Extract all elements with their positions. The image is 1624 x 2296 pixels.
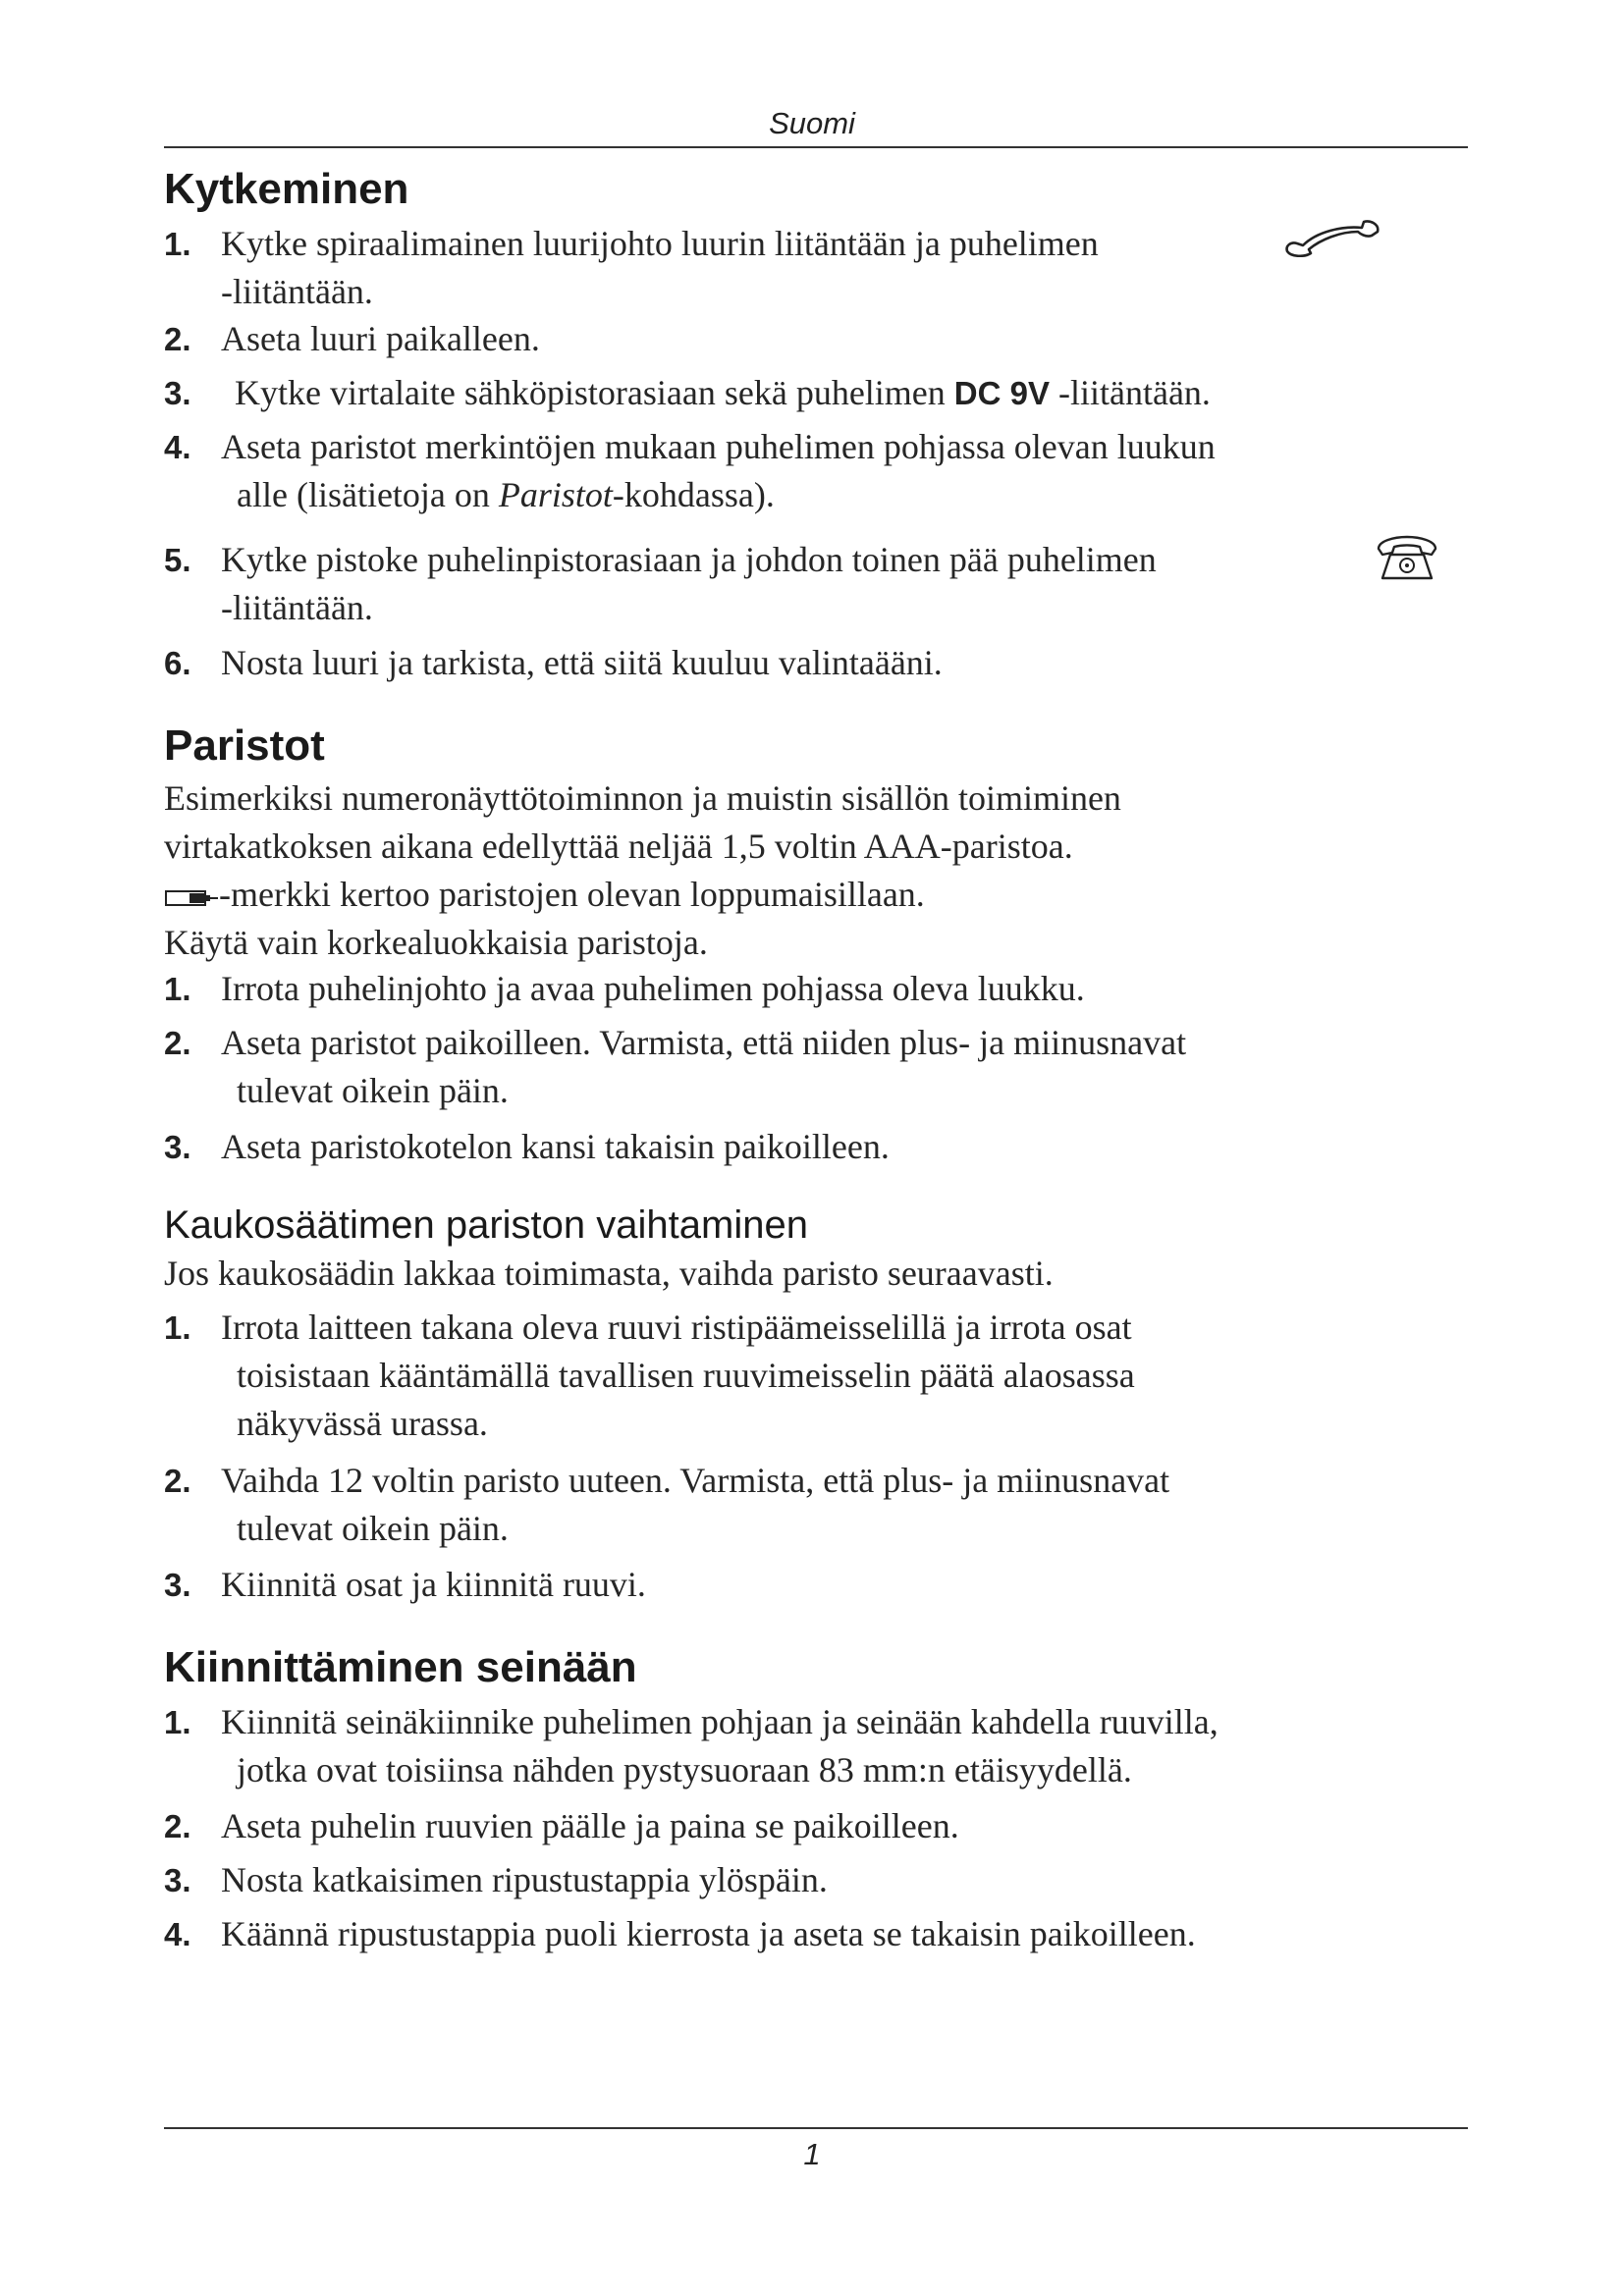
step-text: Aseta paristokotelon kansi takaisin paikoilleen. (221, 1127, 890, 1166)
step-number: 1. (164, 1704, 191, 1740)
low-battery-text: -merkki kertoo paristojen olevan loppumaisillaan. (219, 875, 925, 914)
paragraph-line: virtakatkoksen aikana edellyttää neljää 1,5 voltin AAA-paristoa. (164, 827, 1073, 866)
step-text: Nosta katkaisimen ripustustappia ylöspäin. (221, 1860, 828, 1899)
page-header-language: Suomi (769, 106, 855, 140)
step-text: Aseta paristot merkintöjen mukaan puhelimen pohjassa olevan luukun (221, 427, 1216, 466)
step-text: Kiinnitä osat ja kiinnitä ruuvi. (221, 1565, 646, 1604)
list-item (164, 1123, 1460, 1171)
step-number: 6. (164, 645, 191, 681)
list-item (164, 1802, 1460, 1850)
step-text-continued: -liitäntään. (221, 588, 373, 627)
step-text: Vaihda 12 voltin paristo uuteen. Varmista, että plus- ja miinusnavat (221, 1461, 1170, 1500)
step-text: Käännä ripustustappia puoli kierrosta ja aseta se takaisin paikoilleen. (221, 1914, 1196, 1953)
dc-9v-label: DC 9V (953, 375, 1050, 411)
step-text-continued: jotka ovat toisiinsa nähden pystysuoraan 83 mm:n etäisyydellä. (237, 1750, 1132, 1789)
step-text: Nosta luuri ja tarkista, että siitä kuuluu valintaääni. (221, 643, 943, 682)
step-text: Kiinnitä seinäkiinnike puhelimen pohjaan ja seinään kahdella ruuvilla, (221, 1702, 1218, 1741)
list-item (164, 639, 1460, 687)
list-item (164, 965, 1460, 1013)
telephone-icon (1373, 535, 1441, 582)
step-text: Irrota puhelinjohto ja avaa puhelimen pohjassa oleva luukku. (221, 969, 1085, 1008)
list-item (164, 1304, 1460, 1448)
step-number: 3. (164, 1129, 191, 1165)
page-number: 1 (803, 2137, 821, 2171)
list-item (164, 1698, 1460, 1794)
step-number: 2. (164, 1463, 191, 1499)
step-text-continued (164, 471, 1460, 519)
list-item (164, 369, 1460, 417)
step-number: 3. (164, 1567, 191, 1603)
paragraph-line: Käytä vain korkealuokkaisia paristoja. (164, 923, 708, 962)
step-number: 5. (164, 542, 191, 578)
step-text-part: -liitäntään. (1057, 373, 1211, 412)
low-battery-icon (164, 888, 219, 908)
step-text (164, 369, 1460, 417)
step-number: 4. (164, 1916, 191, 1952)
paragraph-line (164, 871, 1460, 919)
step-text-part: Kytke virtalaite sähköpistorasiaan sekä puhelimen (235, 373, 946, 412)
step-number: 4. (164, 429, 191, 465)
step-text: Aseta luuri paikalleen. (221, 319, 540, 358)
list-item (164, 423, 1460, 519)
paragraph-line: Jos kaukosäädin lakkaa toimimasta, vaihda paristo seuraavasti. (164, 1254, 1054, 1293)
list-item (164, 1457, 1460, 1553)
step-number: 1. (164, 226, 191, 262)
list-item (164, 1019, 1460, 1115)
step-text-continued: -liitäntään. (221, 272, 373, 311)
step-number: 1. (164, 1309, 191, 1346)
list-item (164, 536, 1460, 632)
step-number: 2. (164, 1025, 191, 1061)
list-item (164, 1561, 1460, 1609)
step-text: Kytke pistoke puhelinpistorasiaan ja johdon toinen pää puhelimen (221, 540, 1157, 579)
footer-rule (164, 2127, 1468, 2129)
section-title-kaukosaadin: Kaukosäätimen pariston vaihtaminen (164, 1203, 808, 1247)
step-number: 2. (164, 321, 191, 357)
step-text-continued: tulevat oikein päin. (237, 1071, 509, 1110)
step-text-part: -kohdassa). (612, 475, 775, 514)
list-item (164, 220, 1460, 316)
section-title-kytkeminen: Kytkeminen (164, 165, 409, 213)
step-text-continued: tulevat oikein päin. (237, 1509, 509, 1548)
section-title-seinaan: Kiinnittäminen seinään (164, 1643, 637, 1691)
step-text: Aseta paristot paikoilleen. Varmista, että niiden plus- ja miinusnavat (221, 1023, 1187, 1062)
header-rule (164, 146, 1468, 148)
step-text-part: alle (lisätietoja on (237, 475, 490, 514)
step-text: Aseta puhelin ruuvien päälle ja paina se paikoilleen. (221, 1806, 959, 1845)
step-text-continued: toisistaan kääntämällä tavallisen ruuvimeisselin päätä alaosassa (237, 1356, 1135, 1395)
step-number: 3. (164, 375, 191, 411)
list-item (164, 1910, 1460, 1958)
step-text: Irrota laitteen takana oleva ruuvi ristipäämeisselillä ja irrota osat (221, 1308, 1132, 1347)
list-item (164, 1856, 1460, 1904)
step-text: Kytke spiraalimainen luurijohto luurin liitäntään ja puhelimen (221, 224, 1099, 263)
step-text-continued: näkyvässä urassa. (237, 1404, 488, 1443)
step-number: 2. (164, 1808, 191, 1844)
paragraph (164, 774, 1460, 967)
section-title-paristot: Paristot (164, 721, 325, 770)
handset-icon (1281, 218, 1383, 257)
paragraph-line: Esimerkiksi numeronäyttötoiminnon ja muistin sisällön toimiminen (164, 778, 1121, 818)
paragraph (164, 1250, 1460, 1298)
step-number: 1. (164, 971, 191, 1007)
paristot-reference: Paristot (498, 475, 613, 514)
step-number: 3. (164, 1862, 191, 1898)
list-item (164, 315, 1460, 363)
